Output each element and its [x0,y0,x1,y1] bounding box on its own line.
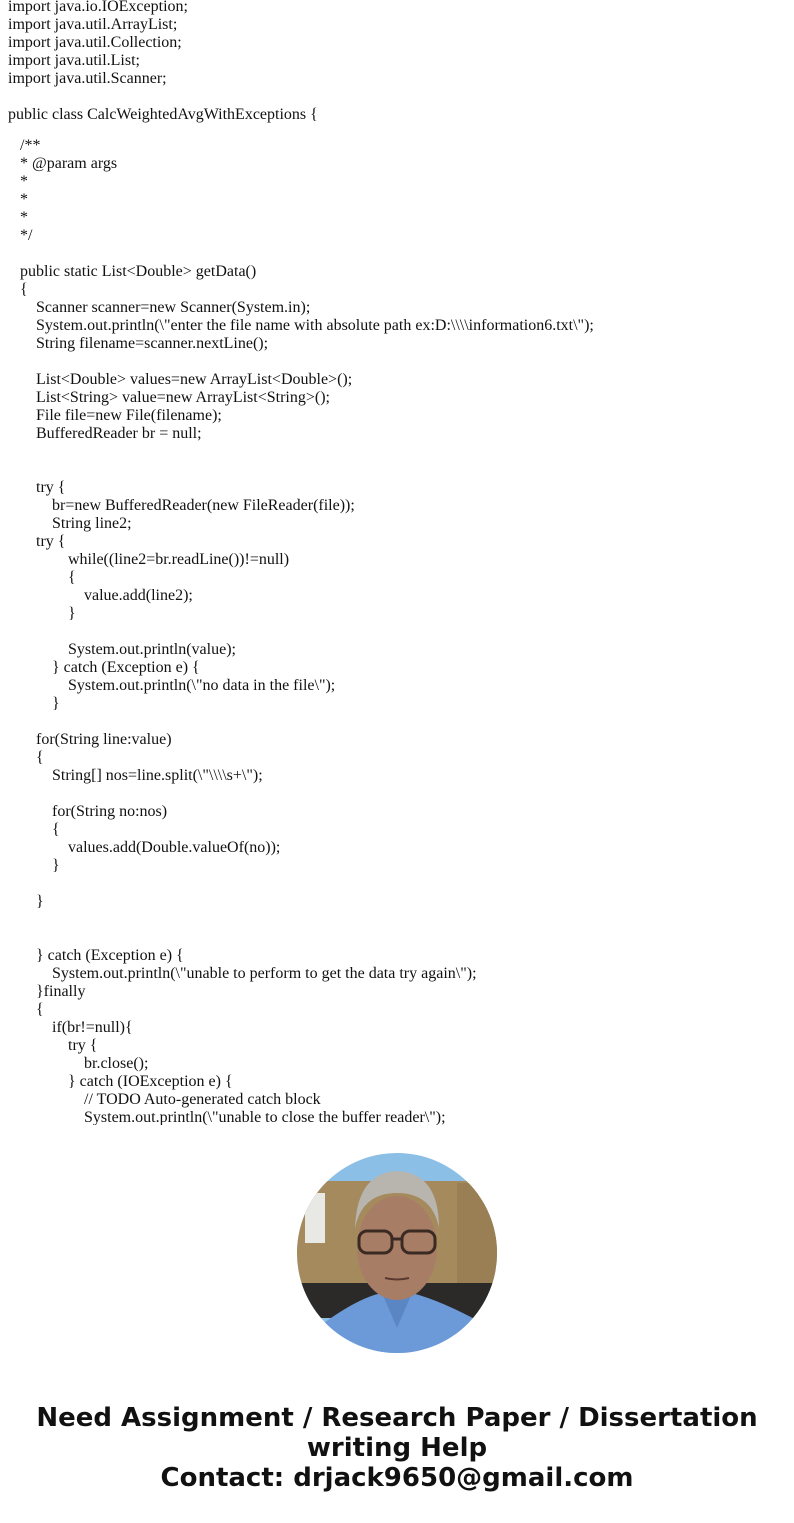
code-line: Scanner scanner=new Scanner(System.in); [36,299,311,316]
code-line [0,245,794,263]
code-line: File file=new File(filename); [36,407,222,424]
author-photo [297,1153,497,1353]
code-line: System.out.println(\"unable to perform to get the data try again\"); [52,965,477,982]
code-line: { [36,749,44,766]
code-line: List<Double> values=new ArrayList<Double>(); [36,371,353,388]
code-line: } catch (Exception e) { [36,947,184,964]
code-line: br=new BufferedReader(new FileReader(file)); [52,497,355,514]
code-line: * @param args [20,155,118,172]
code-line: * [20,173,28,190]
code-line: System.out.println(value); [68,641,236,658]
contact-email: Contact: drjack9650@gmail.com [160,1463,634,1493]
code-line: import java.util.Collection; [8,34,182,51]
code-line: /** [20,137,41,154]
code-listing-imports [0,0,794,124]
code-line: } [68,605,76,622]
code-line: while((line2=br.readLine())!=null) [68,551,290,568]
code-line: } [52,695,60,712]
code-line: System.out.println(\"enter the file name with absolute path ex:D:\\\\information6.txt\"); [36,317,594,334]
code-line [0,713,794,731]
code-line [0,911,794,929]
code-line: import java.io.IOException; [8,0,188,15]
code-line: String line2; [52,515,132,532]
code-line: import java.util.ArrayList; [8,16,178,33]
code-line: String filename=scanner.nextLine(); [36,335,269,352]
code-line: public static List<Double> getData() [20,263,257,280]
code-line [0,461,794,479]
code-line [0,88,794,106]
code-line [0,623,794,641]
code-line [0,353,794,371]
code-line: System.out.println(\"unable to close the buffer reader\"); [84,1109,446,1125]
code-line: BufferedReader br = null; [36,425,202,442]
code-line: try { [36,479,66,496]
code-line: import java.util.List; [8,52,140,69]
banner-subheadline: writing Help [306,1433,488,1463]
code-line: { [36,1001,44,1018]
contact-banner [0,1403,794,1493]
code-line: if(br!=null){ [52,1019,133,1036]
code-line: } [52,857,60,874]
code-line [0,785,794,803]
code-line: * [20,191,28,208]
code-line: br.close(); [84,1055,149,1072]
banner-headline: Need Assignment / Research Paper / Dissertation [36,1403,758,1433]
code-line [0,929,794,947]
code-line: * [20,209,28,226]
code-line: import java.util.Scanner; [8,70,167,87]
code-line: }finally [36,983,86,1000]
code-line: } catch (Exception e) { [52,659,200,676]
code-line: System.out.println(\"no data in the file\"); [68,677,336,694]
code-line: value.add(line2); [84,587,193,604]
code-line: // TODO Auto-generated catch block [84,1091,321,1108]
code-line: { [20,281,28,298]
code-line: String[] nos=line.split(\"\\\\s+\"); [52,767,263,784]
code-line: try { [68,1037,98,1054]
code-line: for(String no:nos) [52,803,168,820]
code-line: { [52,821,60,838]
portrait-image [297,1153,497,1353]
code-line: for(String line:value) [36,731,172,748]
code-line: } catch (IOException e) { [68,1073,233,1090]
code-line: try { [36,533,66,550]
code-line: public class CalcWeightedAvgWithExceptions { [8,106,318,123]
code-listing-method [0,137,794,1125]
code-line [0,443,794,461]
code-line: List<String> value=new ArrayList<String>(); [36,389,330,406]
code-line: values.add(Double.valueOf(no)); [68,839,281,856]
code-line: } [36,893,44,910]
code-line [0,875,794,893]
code-line: { [68,569,76,586]
code-line: */ [20,227,33,244]
